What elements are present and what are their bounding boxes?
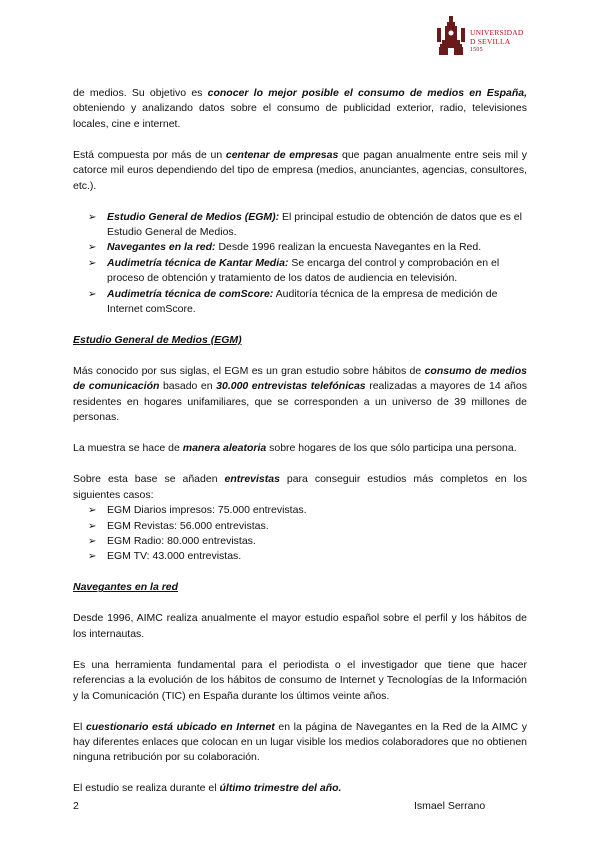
text-run: Sobre esta base se añaden: [73, 473, 225, 486]
text-run: basado en: [159, 380, 217, 393]
text-run: El: [73, 720, 86, 733]
emphasis-text: conocer lo mejor posible el consumo de medios en España,: [207, 87, 527, 99]
list-item: [88, 287, 527, 318]
text-run: EGM Diarios impresos: 75.000 entrevistas.: [107, 504, 307, 517]
paragraph-interviews: [73, 472, 527, 503]
text-run: Se encarga del control y comprobación en el proceso de obtención y tratamiento de los datos de audiencia en televisión.: [107, 256, 500, 285]
arrow-bullet-icon: ➢: [88, 242, 97, 254]
paragraph-questionnaire: [73, 720, 527, 766]
logo-line-3: 1505: [470, 47, 483, 53]
emphasis-text: centenar de empresas: [225, 148, 339, 161]
text-run: Está compuesta por más de un: [73, 148, 226, 161]
list-item: [88, 256, 527, 287]
list-item: [88, 519, 527, 534]
paragraph-aimc: Desde 1996, AIMC realiza anualmente el mayor estudio español sobre el perfil y los hábitos de los internautas.: [73, 612, 527, 640]
emphasis-text: 30.000 entrevistas telefónicas: [216, 380, 366, 393]
paragraph-egm-description: [73, 364, 527, 426]
emphasis-text: Audimetría técnica de comScore:: [107, 287, 274, 300]
emphasis-text: Audimetría técnica de Kantar Media:: [107, 256, 289, 269]
paragraph-tool: Es una herramienta fundamental para el periodista o el investigador que tiene que hacer referencias a la evolución de los hábitos de consumo de Internet y Tecnologías de la Información y la Comunicación (TIC) en España durante los últimos veinte años.: [73, 658, 527, 702]
list-item: [88, 240, 527, 255]
logo-line-1: UNIVERSIDAD: [470, 28, 524, 37]
text-run: en la página de Navegantes en la Red de la AIMC y hay diferentes enlaces que colocan en un lugar visible los medios colaboradores que no obtienen ninguna retribución por su colaboración.: [73, 720, 527, 764]
emphasis-text: Estudio General de Medios (EGM):: [107, 210, 280, 223]
emphasis-text: cuestionario está ubicado en Internet: [85, 720, 275, 733]
paragraph-companies: [73, 148, 527, 194]
section-heading-egm: Estudio General de Medios (EGM): [73, 334, 242, 347]
emphasis-text: último trimestre del año.: [219, 782, 342, 795]
text-run: EGM Radio: 80.000 entrevistas.: [107, 534, 256, 547]
university-seal-icon: [434, 14, 468, 58]
text-run: sobre hogares de los que sólo participa una persona.: [266, 442, 517, 455]
text-run: Más conocido por sus siglas, el EGM es un gran estudio sobre hábitos de: [73, 365, 425, 378]
emphasis-text: manera aleatoria: [182, 442, 267, 455]
arrow-bullet-icon: ➢: [88, 257, 97, 269]
list-item: [88, 549, 527, 564]
list-item: [88, 534, 527, 549]
text-run: EGM TV: 43.000 entrevistas.: [107, 550, 242, 563]
text-run: Desde 1996 realizan la encuesta Navegantes en la Red.: [215, 241, 482, 254]
paragraph-timing: [73, 781, 527, 796]
arrow-bullet-icon: ➢: [88, 505, 97, 517]
text-run: para conseguir estudios más completos en los siguientes casos:: [73, 473, 527, 501]
list-item: [88, 210, 527, 241]
logo-line-2: D SEVILLA: [470, 37, 511, 46]
text-run: El estudio se realiza durante el: [73, 782, 220, 795]
text-run: EGM Revistas: 56.000 entrevistas.: [107, 519, 269, 532]
text-run: Auditoría técnica de la empresa de medición de Internet comScore.: [107, 287, 498, 316]
page-number: 2: [73, 800, 79, 812]
text-run: de medios. Su objetivo es: [73, 87, 208, 99]
section-heading-navegantes: Navegantes en la red: [73, 581, 179, 594]
list-item: [88, 503, 527, 518]
emphasis-text: consumo de medios de comunicación: [73, 365, 527, 393]
footer-author: Ismael Serrano: [414, 800, 486, 812]
arrow-bullet-icon: ➢: [88, 520, 97, 532]
studies-list: [73, 210, 527, 318]
arrow-bullet-icon: ➢: [88, 211, 97, 223]
text-run: que pagan anualmente entre seis mil y catorce mil euros dependiendo del tipo de empresa (medios, anunciantes, agencias, consultores, etc.).: [73, 148, 527, 192]
arrow-bullet-icon: ➢: [88, 288, 97, 300]
arrow-bullet-icon: ➢: [88, 551, 97, 563]
egm-interviews-list: [73, 503, 527, 565]
university-logo: [434, 14, 524, 62]
arrow-bullet-icon: ➢: [88, 535, 97, 547]
paragraph-objective: [73, 86, 527, 132]
document-body: [73, 86, 527, 812]
emphasis-text: entrevistas: [224, 473, 280, 486]
text-run: realizadas a mayores de 14 años residentes en hogares unifamiliares, que se corresponden a un universo de 39 millones de personas.: [73, 380, 527, 424]
text-run: La muestra se hace de: [73, 442, 183, 455]
emphasis-text: Navegantes en la red:: [107, 241, 216, 254]
text-run: obteniendo y analizando datos sobre el consumo de publicidad exterior, radio, televisiones locales, cine e internet.: [73, 102, 527, 130]
paragraph-sample: [73, 441, 527, 456]
text-run: El principal estudio de obtención de datos que es el Estudio General de Medios.: [107, 210, 522, 239]
